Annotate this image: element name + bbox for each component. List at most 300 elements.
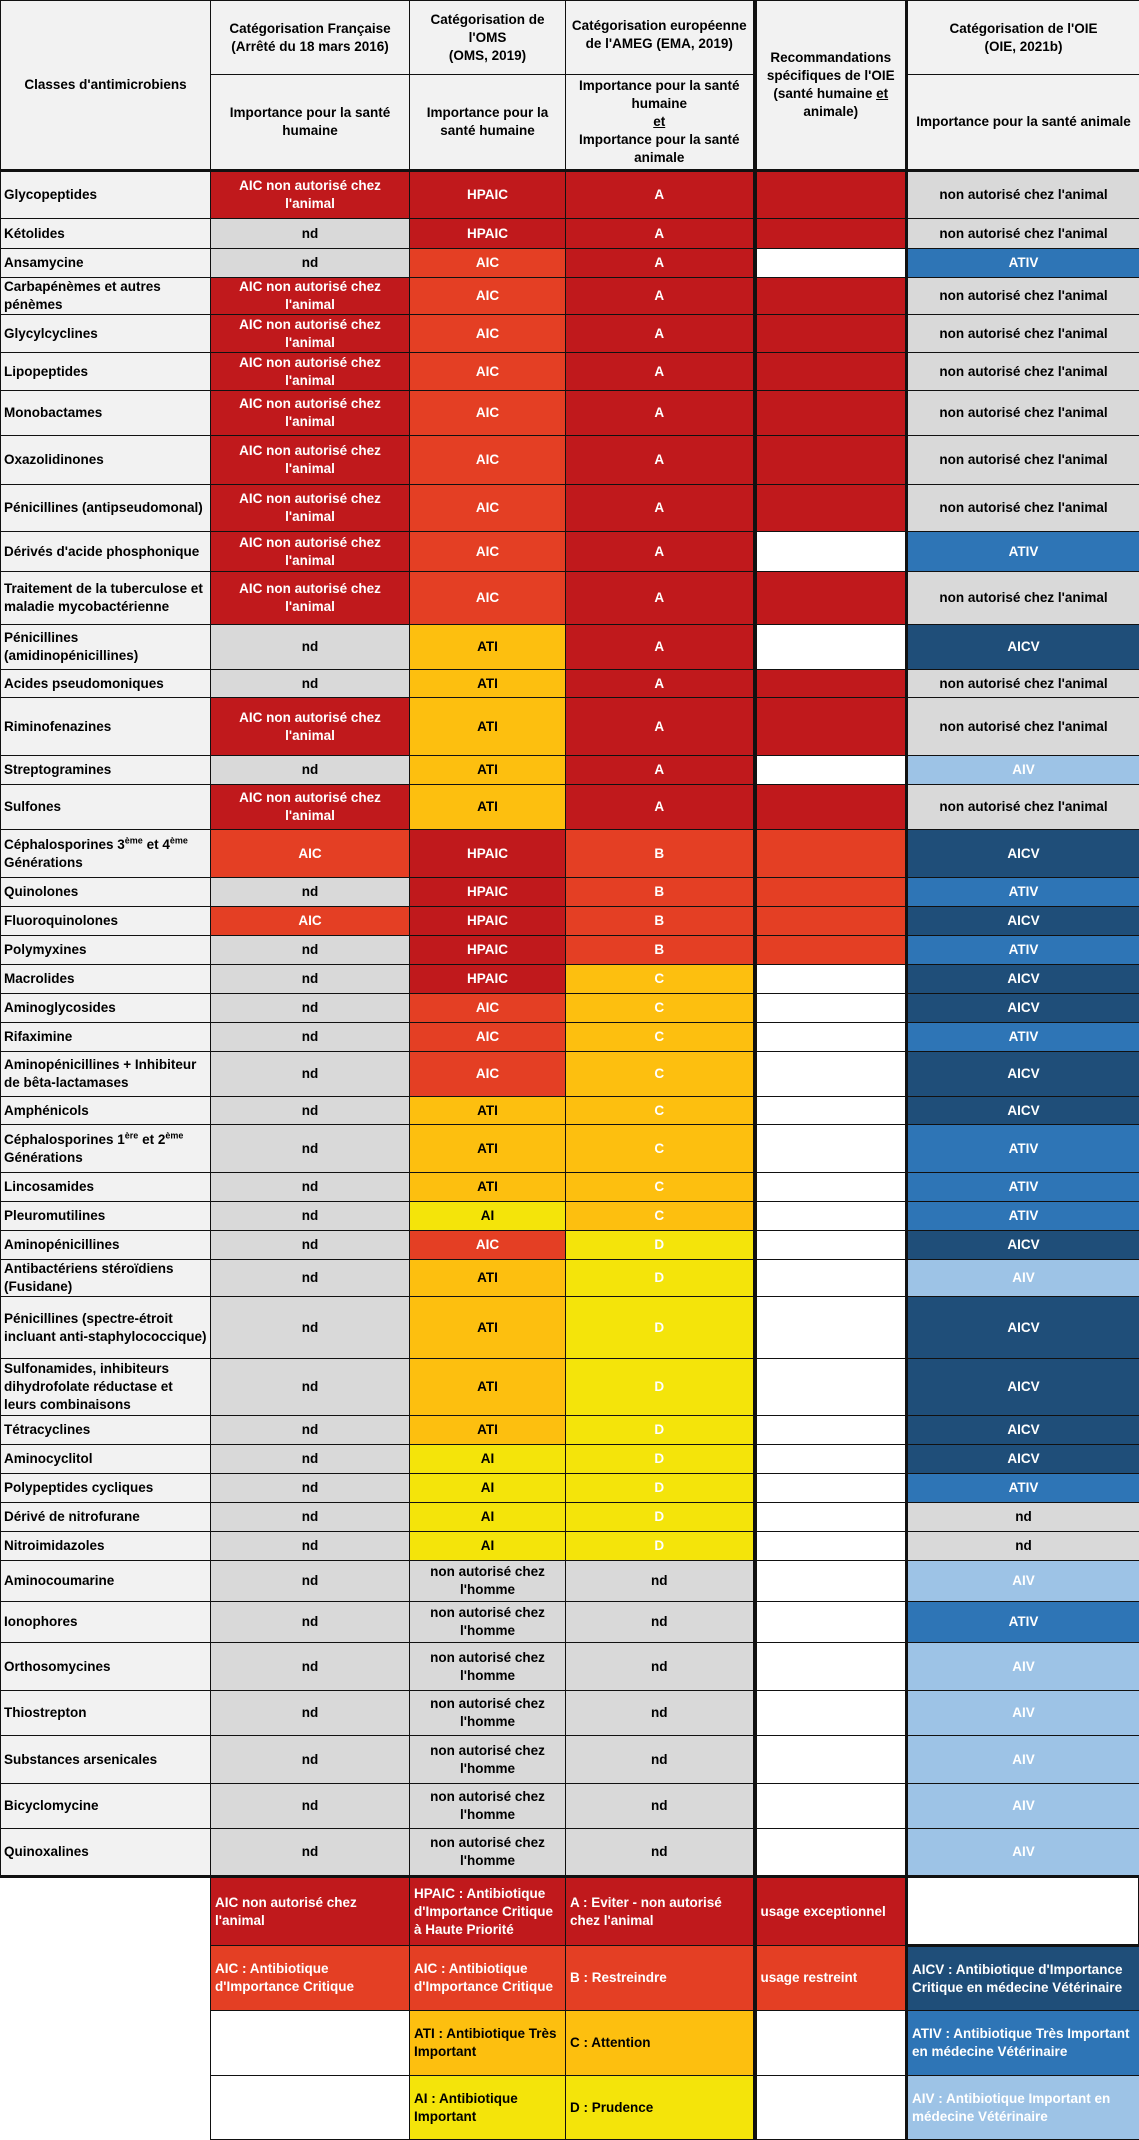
oms-category: ATI — [410, 785, 566, 830]
fr-category: nd — [211, 670, 410, 698]
class-name — [1, 830, 211, 878]
eu-category: A — [566, 315, 755, 353]
fr-category: AIC — [211, 830, 410, 878]
class-name — [1, 1125, 211, 1173]
header-oie-title — [907, 1, 1139, 75]
table-row — [1, 1532, 1139, 1561]
class-name: Bicyclomycine — [1, 1784, 211, 1829]
table-row — [1, 315, 1139, 353]
eu-category: C — [566, 1173, 755, 1202]
table-row — [1, 1125, 1139, 1173]
header-fr-title-line1: Catégorisation Française — [214, 20, 406, 38]
eu-category: C — [566, 1097, 755, 1125]
table-row — [1, 1297, 1139, 1359]
legend-fr: AIC : Antibiotique d'Importance Critique — [211, 1946, 410, 2011]
fr-category: nd — [211, 1736, 410, 1784]
eu-category: A — [566, 219, 755, 249]
fr-category: nd — [211, 1474, 410, 1503]
class-name: Acides pseudomoniques — [1, 670, 211, 698]
table-row — [1, 1829, 1139, 1877]
oie-recommendation — [755, 1691, 907, 1736]
oie-recommendation — [755, 994, 907, 1023]
oie-category: non autorisé chez l'animal — [907, 278, 1139, 315]
eu-category: A — [566, 391, 755, 436]
table-row — [1, 171, 1139, 219]
table-row — [1, 756, 1139, 785]
oie-category: non autorisé chez l'animal — [907, 572, 1139, 625]
eu-category: A — [566, 756, 755, 785]
class-name: Substances arsenicales — [1, 1736, 211, 1784]
header-eu-sub-and: et — [569, 113, 750, 131]
oms-category: ATI — [410, 1416, 566, 1445]
oie-recommendation — [755, 1503, 907, 1532]
oie-category: AICV — [907, 1359, 1139, 1416]
oms-category: AI — [410, 1202, 566, 1231]
eu-category: B — [566, 936, 755, 965]
eu-category: A — [566, 436, 755, 485]
table-row — [1, 219, 1139, 249]
eu-category: nd — [566, 1691, 755, 1736]
legend-row — [1, 1946, 1139, 2011]
legend-oie: AIV : Antibiotique Important en médecine Vétérinaire — [907, 2076, 1139, 2140]
class-name: Quinoxalines — [1, 1829, 211, 1877]
eu-category: D — [566, 1231, 755, 1260]
eu-category: nd — [566, 1736, 755, 1784]
class-name: Fluoroquinolones — [1, 907, 211, 936]
oie-category: AIV — [907, 1561, 1139, 1602]
oie-recommendation — [755, 1474, 907, 1503]
oie-category: nd — [907, 1503, 1139, 1532]
oie-category: ATIV — [907, 1202, 1139, 1231]
table-row — [1, 1602, 1139, 1643]
legend-spacer — [1, 2076, 211, 2140]
oms-category: ATI — [410, 1260, 566, 1297]
oms-category: ATI — [410, 670, 566, 698]
legend-spacer — [1, 1946, 211, 2011]
oie-recommendation — [755, 1173, 907, 1202]
oie-category: AICV — [907, 1297, 1139, 1359]
class-name: Aminocyclitol — [1, 1445, 211, 1474]
oms-category: ATI — [410, 625, 566, 670]
header-fr-sub: Importance pour la santé humaine — [211, 75, 410, 171]
fr-category: AIC non autorisé chez l'animal — [211, 572, 410, 625]
oie-recommendation — [755, 1097, 907, 1125]
eu-category: D — [566, 1532, 755, 1561]
eu-category: nd — [566, 1561, 755, 1602]
legend-oie — [907, 1877, 1139, 1946]
oms-category: non autorisé chez l'homme — [410, 1602, 566, 1643]
legend-rows — [1, 1877, 1139, 2140]
oms-category: AI — [410, 1445, 566, 1474]
oms-category: HPAIC — [410, 878, 566, 907]
header-rec-title — [755, 1, 907, 171]
fr-category: AIC non autorisé chez l'animal — [211, 485, 410, 532]
oms-category: AIC — [410, 1023, 566, 1052]
legend-rec — [755, 2076, 907, 2140]
eu-category: nd — [566, 1643, 755, 1691]
header-oms-title — [410, 1, 566, 75]
class-name: Aminocoumarine — [1, 1561, 211, 1602]
class-name: Thiostrepton — [1, 1691, 211, 1736]
oie-category: AICV — [907, 1416, 1139, 1445]
table-row — [1, 1202, 1139, 1231]
oms-category: HPAIC — [410, 830, 566, 878]
oie-category: ATIV — [907, 1602, 1139, 1643]
data-rows — [1, 171, 1139, 1877]
legend-fr — [211, 2011, 410, 2076]
oie-recommendation — [755, 532, 907, 572]
fr-category: AIC — [211, 907, 410, 936]
oms-category: AIC — [410, 485, 566, 532]
oie-recommendation — [755, 1359, 907, 1416]
fr-category: nd — [211, 249, 410, 278]
oie-category: ATIV — [907, 878, 1139, 907]
legend-eu: C : Attention — [566, 2011, 755, 2076]
class-name: Aminopénicillines — [1, 1231, 211, 1260]
eu-category: nd — [566, 1602, 755, 1643]
oms-category: ATI — [410, 1297, 566, 1359]
fr-category: AIC non autorisé chez l'animal — [211, 532, 410, 572]
oms-category: AIC — [410, 532, 566, 572]
oie-recommendation — [755, 1202, 907, 1231]
oie-recommendation — [755, 1532, 907, 1561]
eu-category: B — [566, 878, 755, 907]
class-name-part: Céphalosporines 1 — [4, 1132, 125, 1147]
header-fr-title-line2: (Arrêté du 18 mars 2016) — [214, 38, 406, 56]
header-rec-title-part2: animale) — [803, 104, 858, 119]
table-row — [1, 878, 1139, 907]
oie-category: ATIV — [907, 249, 1139, 278]
header-rec-title-and: et — [876, 86, 888, 101]
fr-category: nd — [211, 1260, 410, 1297]
table-row — [1, 1784, 1139, 1829]
class-name: Orthosomycines — [1, 1643, 211, 1691]
header-oms-sub: Importance pour la santé humaine — [410, 75, 566, 171]
class-name: Lincosamides — [1, 1173, 211, 1202]
table-row — [1, 1416, 1139, 1445]
oie-category: non autorisé chez l'animal — [907, 436, 1139, 485]
table-row — [1, 1097, 1139, 1125]
table-row — [1, 1023, 1139, 1052]
oie-category: non autorisé chez l'animal — [907, 391, 1139, 436]
oie-recommendation — [755, 1736, 907, 1784]
eu-category: C — [566, 1023, 755, 1052]
table-row — [1, 830, 1139, 878]
fr-category: AIC non autorisé chez l'animal — [211, 391, 410, 436]
table-row — [1, 1359, 1139, 1416]
eu-category: C — [566, 1052, 755, 1097]
oie-category: AIV — [907, 1643, 1139, 1691]
eu-category: A — [566, 698, 755, 756]
table-row — [1, 907, 1139, 936]
oie-recommendation — [755, 1125, 907, 1173]
table-row — [1, 1561, 1139, 1602]
oie-recommendation — [755, 391, 907, 436]
eu-category: A — [566, 785, 755, 830]
fr-category: nd — [211, 1643, 410, 1691]
table-row — [1, 1445, 1139, 1474]
oie-category: AICV — [907, 1052, 1139, 1097]
oie-recommendation — [755, 1260, 907, 1297]
oie-category: nd — [907, 1532, 1139, 1561]
oms-category: AIC — [410, 391, 566, 436]
fr-category: nd — [211, 1829, 410, 1877]
header-classes: Classes d'antimicrobiens — [1, 1, 211, 171]
fr-category: AIC non autorisé chez l'animal — [211, 436, 410, 485]
legend-oie: AICV : Antibiotique d'Importance Critique en médecine Vétérinaire — [907, 1946, 1139, 2011]
table-row — [1, 994, 1139, 1023]
class-name: Riminofenazines — [1, 698, 211, 756]
table-row — [1, 670, 1139, 698]
oie-recommendation — [755, 485, 907, 532]
eu-category: A — [566, 278, 755, 315]
legend-row — [1, 2011, 1139, 2076]
oms-category: non autorisé chez l'homme — [410, 1736, 566, 1784]
oie-recommendation — [755, 171, 907, 219]
oms-category: AIC — [410, 572, 566, 625]
fr-category: nd — [211, 756, 410, 785]
eu-category: D — [566, 1503, 755, 1532]
eu-category: A — [566, 171, 755, 219]
oie-category: ATIV — [907, 532, 1139, 572]
oie-recommendation — [755, 625, 907, 670]
table-row — [1, 278, 1139, 315]
fr-category: nd — [211, 1784, 410, 1829]
legend-row — [1, 2076, 1139, 2140]
oie-category: AIV — [907, 1736, 1139, 1784]
eu-category: nd — [566, 1829, 755, 1877]
oms-category: AIC — [410, 278, 566, 315]
class-name: Sulfonamides, inhibiteurs dihydrofolate réductase et leurs combinaisons — [1, 1359, 211, 1416]
table-row — [1, 1643, 1139, 1691]
oie-recommendation — [755, 1784, 907, 1829]
eu-category: D — [566, 1359, 755, 1416]
class-name: Carbapénèmes et autres pénèmes — [1, 278, 211, 315]
oie-category: ATIV — [907, 1173, 1139, 1202]
fr-category: nd — [211, 965, 410, 994]
class-name: Pénicillines (amidinopénicillines) — [1, 625, 211, 670]
oie-recommendation — [755, 572, 907, 625]
eu-category: A — [566, 625, 755, 670]
header-oie-title-line2: (OIE, 2021b) — [911, 38, 1136, 56]
oie-category: non autorisé chez l'animal — [907, 171, 1139, 219]
oie-recommendation — [755, 278, 907, 315]
oie-recommendation — [755, 1052, 907, 1097]
header-eu-title: Catégorisation européenne de l'AMEG (EMA, 2019) — [566, 1, 755, 75]
fr-category: nd — [211, 1125, 410, 1173]
fr-category: nd — [211, 1602, 410, 1643]
class-name: Monobactames — [1, 391, 211, 436]
eu-category: A — [566, 485, 755, 532]
oms-category: AI — [410, 1503, 566, 1532]
class-name: Pleuromutilines — [1, 1202, 211, 1231]
table-row — [1, 391, 1139, 436]
header-oie-sub: Importance pour la santé animale — [907, 75, 1139, 171]
class-name: Pénicillines (spectre-étroit incluant anti-staphylococcique) — [1, 1297, 211, 1359]
table-row — [1, 625, 1139, 670]
eu-category: D — [566, 1474, 755, 1503]
oie-category: non autorisé chez l'animal — [907, 698, 1139, 756]
class-name-part: et 4 — [143, 837, 170, 852]
class-name: Amphénicols — [1, 1097, 211, 1125]
fr-category: nd — [211, 1202, 410, 1231]
oie-recommendation — [755, 1231, 907, 1260]
oms-category: AI — [410, 1532, 566, 1561]
fr-category: AIC non autorisé chez l'animal — [211, 785, 410, 830]
table-row — [1, 249, 1139, 278]
oie-category: non autorisé chez l'animal — [907, 785, 1139, 830]
class-name: Glycopeptides — [1, 171, 211, 219]
table-row — [1, 698, 1139, 756]
oie-category: ATIV — [907, 1474, 1139, 1503]
legend-rec: usage restreint — [755, 1946, 907, 2011]
table-row — [1, 436, 1139, 485]
oms-category: AIC — [410, 249, 566, 278]
class-name-part: ère — [125, 1130, 139, 1140]
oms-category: AIC — [410, 994, 566, 1023]
oms-category: AIC — [410, 436, 566, 485]
eu-category: D — [566, 1260, 755, 1297]
oie-recommendation — [755, 1829, 907, 1877]
oie-category: AIV — [907, 756, 1139, 785]
class-name: Nitroimidazoles — [1, 1532, 211, 1561]
eu-category: B — [566, 907, 755, 936]
class-name: Dérivé de nitrofurane — [1, 1503, 211, 1532]
oie-category: AICV — [907, 1231, 1139, 1260]
oie-category: ATIV — [907, 936, 1139, 965]
table-row — [1, 485, 1139, 532]
header-eu-sub-2: Importance pour la santé animale — [569, 131, 750, 167]
fr-category: AIC non autorisé chez l'animal — [211, 278, 410, 315]
fr-category: nd — [211, 1231, 410, 1260]
fr-category: nd — [211, 878, 410, 907]
class-name: Glycylcyclines — [1, 315, 211, 353]
class-name-part: ème — [170, 835, 188, 845]
class-name: Quinolones — [1, 878, 211, 907]
oms-category: ATI — [410, 1359, 566, 1416]
eu-category: C — [566, 1202, 755, 1231]
fr-category: AIC non autorisé chez l'animal — [211, 353, 410, 391]
fr-category: AIC non autorisé chez l'animal — [211, 698, 410, 756]
oie-category: AIV — [907, 1691, 1139, 1736]
oie-category: non autorisé chez l'animal — [907, 485, 1139, 532]
oms-category: HPAIC — [410, 219, 566, 249]
class-name-part: Céphalosporines 3 — [4, 837, 125, 852]
class-name: Antibactériens stéroïdiens (Fusidane) — [1, 1260, 211, 1297]
class-name-part: Générations — [4, 855, 83, 870]
header-oms-title-line2: (OMS, 2019) — [413, 47, 562, 65]
table-row — [1, 532, 1139, 572]
class-name-part: Générations — [4, 1150, 83, 1165]
class-name: Ansamycine — [1, 249, 211, 278]
legend-fr: AIC non autorisé chez l'animal — [211, 1877, 410, 1946]
eu-category: A — [566, 249, 755, 278]
class-name: Polypeptides cycliques — [1, 1474, 211, 1503]
oie-category: AICV — [907, 965, 1139, 994]
fr-category: nd — [211, 1503, 410, 1532]
header-oms-title-line1: Catégorisation de l'OMS — [413, 11, 562, 47]
legend-rec: usage exceptionnel — [755, 1877, 907, 1946]
oie-category: AIV — [907, 1829, 1139, 1877]
oms-category: non autorisé chez l'homme — [410, 1829, 566, 1877]
table-row — [1, 1052, 1139, 1097]
fr-category: nd — [211, 1359, 410, 1416]
oms-category: HPAIC — [410, 936, 566, 965]
eu-category: A — [566, 572, 755, 625]
oie-category: AICV — [907, 1445, 1139, 1474]
oms-category: ATI — [410, 1173, 566, 1202]
eu-category: A — [566, 353, 755, 391]
oms-category: AIC — [410, 1052, 566, 1097]
class-name-part: ème — [165, 1130, 183, 1140]
oie-recommendation — [755, 353, 907, 391]
oie-recommendation — [755, 315, 907, 353]
eu-category: nd — [566, 1784, 755, 1829]
oie-recommendation — [755, 249, 907, 278]
legend-oms: AI : Antibiotique Important — [410, 2076, 566, 2140]
fr-category: nd — [211, 1097, 410, 1125]
fr-category: nd — [211, 1532, 410, 1561]
class-name: Aminopénicillines + Inhibiteur de bêta-lactamases — [1, 1052, 211, 1097]
oms-category: non autorisé chez l'homme — [410, 1784, 566, 1829]
legend-eu: A : Eviter - non autorisé chez l'animal — [566, 1877, 755, 1946]
legend-row — [1, 1877, 1139, 1946]
eu-category: A — [566, 670, 755, 698]
oms-category: non autorisé chez l'homme — [410, 1691, 566, 1736]
oie-recommendation — [755, 436, 907, 485]
oie-recommendation — [755, 785, 907, 830]
table-row — [1, 785, 1139, 830]
fr-category: nd — [211, 1297, 410, 1359]
fr-category: nd — [211, 1561, 410, 1602]
header-oie-title-line1: Catégorisation de l'OIE — [911, 20, 1136, 38]
class-name-part: ème — [125, 835, 143, 845]
oie-recommendation — [755, 965, 907, 994]
oie-recommendation — [755, 1561, 907, 1602]
oie-recommendation — [755, 1023, 907, 1052]
oie-category: AICV — [907, 994, 1139, 1023]
oms-category: ATI — [410, 756, 566, 785]
table-row — [1, 353, 1139, 391]
oie-category: AICV — [907, 907, 1139, 936]
class-name: Traitement de la tuberculose et maladie mycobactérienne — [1, 572, 211, 625]
oie-category: non autorisé chez l'animal — [907, 315, 1139, 353]
class-name: Lipopeptides — [1, 353, 211, 391]
header-fr-title — [211, 1, 410, 75]
header-rec-title-part1: Recommandations spécifiques de l'OIE (santé humaine — [767, 50, 895, 101]
oms-category: ATI — [410, 698, 566, 756]
fr-category: nd — [211, 1416, 410, 1445]
table-row — [1, 1260, 1139, 1297]
table-row — [1, 965, 1139, 994]
fr-category: nd — [211, 1023, 410, 1052]
legend-oms: ATI : Antibiotique Très Important — [410, 2011, 566, 2076]
table-row — [1, 1173, 1139, 1202]
fr-category: nd — [211, 936, 410, 965]
oie-recommendation — [755, 907, 907, 936]
oie-category: AICV — [907, 625, 1139, 670]
oms-category: AIC — [410, 353, 566, 391]
oms-category: AI — [410, 1474, 566, 1503]
oie-recommendation — [755, 756, 907, 785]
class-name: Pénicillines (antipseudomonal) — [1, 485, 211, 532]
fr-category: nd — [211, 1445, 410, 1474]
oie-recommendation — [755, 698, 907, 756]
fr-category: nd — [211, 1691, 410, 1736]
class-name: Streptogramines — [1, 756, 211, 785]
legend-oms: HPAIC : Antibiotique d'Importance Critique à Haute Priorité — [410, 1877, 566, 1946]
class-name: Polymyxines — [1, 936, 211, 965]
